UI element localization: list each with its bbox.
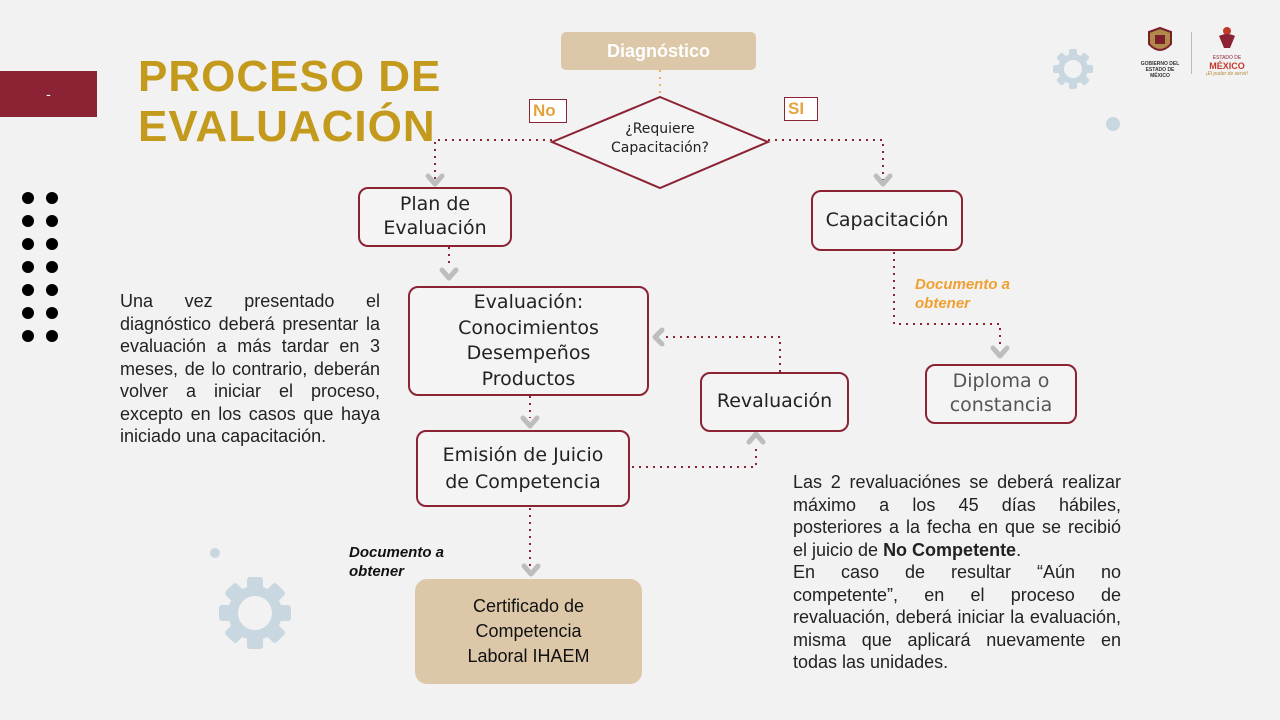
si-label: SI — [784, 97, 818, 121]
dots-pattern — [22, 192, 62, 342]
side-tag: - — [0, 71, 97, 117]
arrow-down-icon — [523, 418, 537, 426]
certificado-box: Certificado de Competencia Laboral IHAEM — [415, 579, 642, 684]
edomex-logo: ESTADO DE MÉXICO ¡El poder de servir! — [1200, 26, 1254, 78]
no-label: No — [529, 99, 567, 123]
arrow-down-icon — [442, 270, 456, 278]
documento-obtener-label: Documento a obtener — [349, 544, 445, 580]
diagnostico-box: Diagnóstico — [561, 32, 756, 70]
documento-obtener-label: Documento a obtener — [915, 276, 1011, 312]
seal-icon — [1145, 26, 1175, 56]
decor-dot — [210, 548, 220, 558]
title-line-1: PROCESO DE — [138, 52, 442, 101]
logo-divider — [1191, 32, 1192, 74]
evaluacion-box: Evaluación: Conocimientos Desempeños Productos — [408, 286, 649, 396]
page-title — [138, 52, 441, 152]
arrow-left-icon — [655, 330, 662, 344]
diploma-box: Diploma o constancia — [925, 364, 1077, 424]
emision-juicio-box: Emisión de Juicio de Competencia — [416, 430, 630, 507]
arrow-down-icon — [993, 348, 1007, 356]
decor-dot — [1106, 117, 1120, 131]
title-line-2: EVALUACIÓN — [138, 102, 436, 151]
capacitacion-box: Capacitación — [811, 190, 963, 251]
revaluacion-box: Revaluación — [700, 372, 849, 432]
gear-icon — [1053, 49, 1093, 89]
arrow-down-icon — [524, 566, 538, 574]
left-paragraph: Una vez presentado el diagnóstico deberá presentar la evaluación a más tardar en 3 meses, de lo contrario, deberán volver a iniciar el proceso, excepto en los casos que haya iniciado una capacitación. — [120, 291, 380, 446]
decision-label: ¿Requiere Capacitación? — [611, 121, 709, 156]
right-paragraph: Las 2 revaluaciónes se deberá realizar máximo a los 45 días hábiles, posteriores a la fecha en que se recibió el juicio de No Competente. En caso de resultar “Aún no competente”, en el proceso de revaluación, deberá iniciar la evaluación, misma que aplicará nuevamente en todas las unidades. — [793, 472, 1121, 672]
figure-icon — [1216, 26, 1238, 50]
state-seal-logo: GOBIERNO DEL ESTADO DE MÉXICO — [1140, 26, 1180, 78]
arrow-up-icon — [749, 434, 763, 442]
gear-icon — [219, 577, 291, 649]
plan-evaluacion-box: Plan de Evaluación — [358, 187, 512, 247]
